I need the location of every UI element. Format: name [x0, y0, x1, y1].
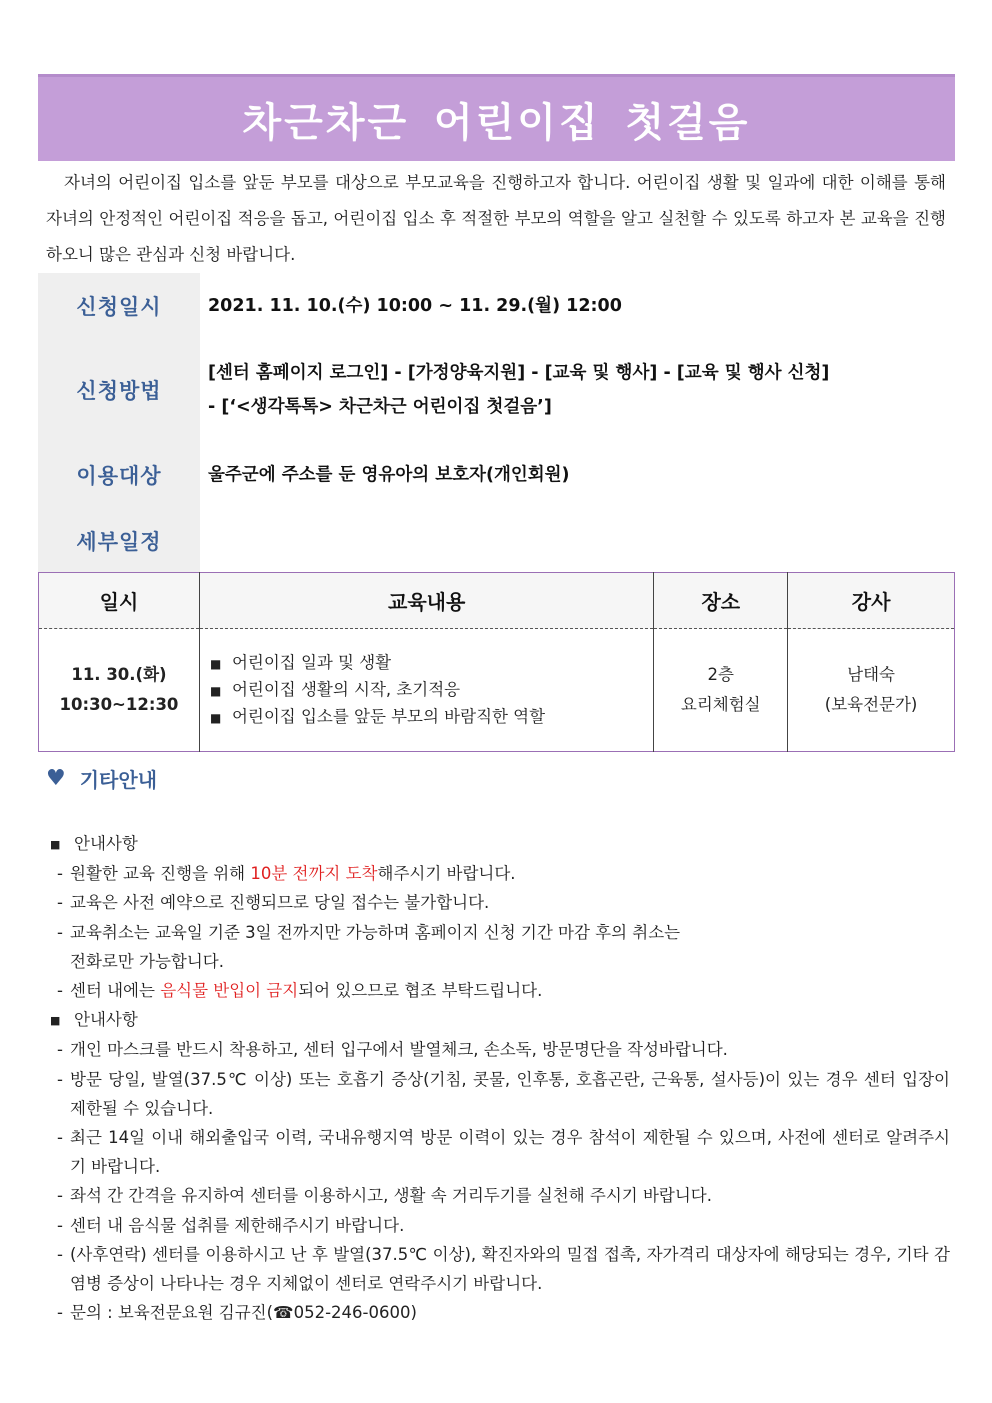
- info-row-method: [38, 339, 955, 441]
- list-item: - 교육취소는 교육일 기준 3일 전까지만 가능하며 홈페이지 신청 기간 마감 후의 취소는 전화로만 가능합니다.: [57, 922, 681, 971]
- square-bullet-icon: ■: [209, 656, 222, 671]
- schedule-teacher-cell: [788, 629, 955, 752]
- detail-value: [200, 509, 955, 573]
- page-title: 차근차근 어린이집 첫걸음: [242, 99, 751, 146]
- method-line-1: [센터 홈페이지 로그인] - [가정양육지원] - [교육 및 행사] - [교육 및 행사 신청]: [208, 363, 830, 383]
- info-row-detail: [38, 509, 955, 573]
- list-item: - (사후연락) 센터를 이용하시고 난 후 발열(37.5℃ 이상), 확진자와의 밀접 접촉, 자가격리 대상자에 해당되는 경우, 기타 감염병 증상이 나타나는 경우 지체없이 센터로 연락주시기 바랍니다.: [57, 1244, 950, 1294]
- detail-label: 세부일정: [38, 509, 200, 573]
- target-value-text: 울주군에 주소를 둔 영유아의 보호자(개인회원): [208, 465, 570, 485]
- target-label: 이용대상: [38, 441, 200, 509]
- contact-info: - 문의 : 보육전문요원 김규진(☎052-246-0600): [57, 1303, 417, 1323]
- place-floor: 2층: [707, 665, 734, 684]
- schedule-place-cell: [654, 629, 788, 752]
- schedule-table: [38, 572, 955, 752]
- date-label: 신청일시: [38, 273, 200, 339]
- date-value-text: 2021. 11. 10.(수) 10:00 ~ 11. 29.(월) 12:00: [208, 296, 622, 316]
- schedule-content-cell: [199, 629, 653, 752]
- title-banner: [38, 74, 955, 161]
- list-item: ■ 어린이집 일과 및 생활: [210, 650, 653, 677]
- teacher-name: 남태숙: [847, 665, 895, 684]
- list-item: ■ 어린이집 생활의 시작, 초기적응: [210, 677, 653, 704]
- highlight-text: 음식물 반입이 금지: [160, 981, 299, 1001]
- header-teacher: 강사: [788, 573, 955, 629]
- list-item: - 센터 내 음식물 섭취를 제한해주시기 바랍니다.: [57, 1215, 405, 1235]
- place-room: 요리체험실: [680, 695, 761, 714]
- info-row-target: [38, 441, 955, 509]
- square-bullet-icon: ■: [209, 683, 222, 698]
- schedule-date-cell: [39, 629, 200, 752]
- intro-paragraph: [46, 165, 946, 273]
- list-item: - 센터 내에는 음식물 반입이 금지되어 있으므로 협조 부탁드립니다.: [57, 981, 543, 1001]
- date-value: [200, 273, 955, 339]
- list-item: - 교육은 사전 예약으로 진행되므로 당일 접수는 불가합니다.: [57, 893, 490, 913]
- method-value: [200, 339, 955, 441]
- schedule-time: 10:30~12:30: [59, 695, 179, 714]
- highlight-text: 10분 전까지 도착: [250, 864, 378, 884]
- etc-heading-text: 기타안내: [79, 768, 158, 792]
- list-item: - 개인 마스크를 반드시 착용하고, 센터 입구에서 발열체크, 손소독, 방문명단을 작성바랍니다.: [57, 1040, 728, 1060]
- table-row: [39, 629, 955, 752]
- schedule-date: 11. 30.(화): [71, 665, 167, 684]
- square-bullet-icon: ■: [50, 1014, 61, 1028]
- square-bullet-icon: ■: [209, 710, 222, 725]
- notes-section: [50, 829, 950, 1327]
- etc-heading: [46, 764, 157, 793]
- list-item: - 원활한 교육 진행을 위해 10분 전까지 도착해주시기 바랍니다.: [57, 864, 516, 884]
- list-item: - 방문 당일, 발열(37.5℃ 이상) 또는 호흡기 증상(기침, 콧물, 인후통, 호흡곤란, 근육통, 설사등)이 있는 경우 센터 입장이 제한될 수 있습니다.: [57, 1069, 950, 1118]
- teacher-title: (보육전문가): [824, 695, 918, 714]
- list-item: - 최근 14일 이내 해외출입국 이력, 국내유행지역 방문 이력이 있는 경우 참석이 제한될 수 있으며, 사전에 센터로 알려주시기 바랍니다.: [57, 1128, 950, 1177]
- method-label: 신청방법: [38, 339, 200, 441]
- section-title: ■ 안내사항: [50, 829, 950, 859]
- target-value: [200, 441, 955, 509]
- header-place: 장소: [654, 573, 788, 629]
- info-section: [38, 273, 955, 573]
- intro-text: 자녀의 어린이집 입소를 앞둔 부모를 대상으로 부모교육을 진행하고자 합니다. 어린이집 생활 및 일과에 대한 이해를 통해 자녀의 안정적인 어린이집 적응을 돕고, 어린이집 입소 후 적절한 부모의 역할을 알고 실천할 수 있도록 하고자 본 교육을 진행하오니 많은 관심과 신청 바랍니다.: [46, 173, 946, 264]
- info-row-date: [38, 273, 955, 339]
- method-line-2: - [‘<생각톡톡> 차근차근 어린이집 첫걸음’]: [208, 397, 552, 417]
- square-bullet-icon: ■: [50, 838, 61, 851]
- schedule-header-row: [39, 573, 955, 629]
- list-item: - 좌석 간 간격을 유지하여 센터를 이용하시고, 생활 속 거리두기를 실천해 주시기 바랍니다.: [57, 1186, 712, 1206]
- header-content: 교육내용: [199, 573, 653, 629]
- list-item: ■ 어린이집 입소를 앞둔 부모의 바람직한 역할: [210, 704, 653, 731]
- section-title: ■ 안내사항: [50, 1005, 950, 1035]
- heart-icon: ♥: [46, 766, 66, 791]
- header-date: 일시: [39, 573, 200, 629]
